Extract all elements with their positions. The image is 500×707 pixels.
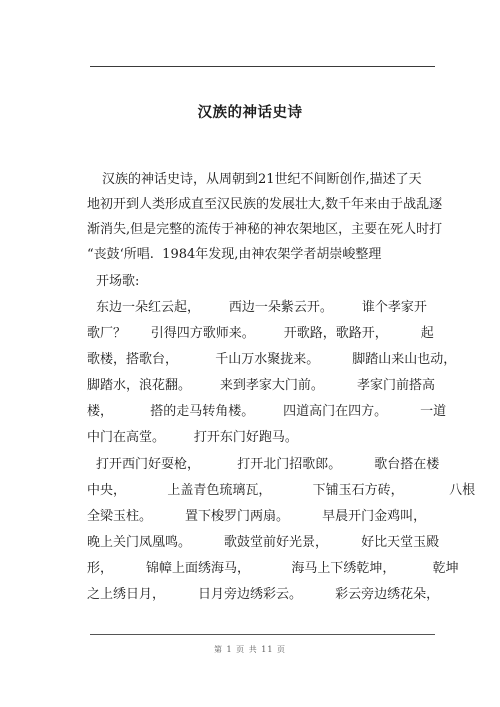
verse1-line-5: 楼， 搭的走马转角楼。 四道高门在四方。 一道 — [87, 404, 447, 419]
verse1-line-6: 中门在高堂。 打开东门好跑马。 — [87, 430, 298, 445]
verse1-line-4: 脚踏水，浪花翻。 来到孝家大门前。 孝家门前搭高 — [87, 378, 435, 393]
footer-rule — [90, 634, 435, 635]
intro-line-4: “丧鼓‘所唱. 1984年发现,由神农架学者胡崇峻整理 — [87, 247, 382, 262]
verse1-line-2: 歌厂？ 引得四方歌师来。 开歌路，歌路开， 起 — [87, 326, 434, 341]
verse2-line-1: 打开西门好耍枪， 打开北门招歌郎。 歌台搭在楼 — [96, 457, 440, 472]
verse2-line-3: 全梁玉柱。 置下梭罗门两扇。 早晨开门金鸡叫， — [87, 509, 427, 524]
intro-line-3: 渐消失,但是完整的流传于神秘的神农架地区，主要在死人时打 — [87, 222, 443, 237]
verse2-line-4: 晚上关门凤凰鸣。 歌鼓堂前好光景， 好比天堂玉殿 — [87, 535, 440, 550]
header-rule — [90, 66, 435, 67]
intro-line-1: 汉族的神话史诗，从周朝到21世纪不间断创作,描述了天 — [102, 172, 422, 187]
verse2-line-6: 之上绣日月， 日月旁边绣彩云。 彩云旁边绣花朵， — [87, 587, 440, 602]
verse1-line-3: 歌楼，搭歌台， 千山万水聚拢来。 脚踏山来山也动， — [87, 352, 457, 367]
intro-line-2: 地初开到人类形成直至汉民族的发展壮大,数千年来由于战乱逐 — [87, 197, 443, 212]
verse2-line-2: 中央， 上盖青色琉璃瓦， 下铺玉石方砖， 八根 — [87, 483, 476, 498]
section-label: 开场歌: — [96, 274, 140, 289]
verse2-line-5: 形， 锦幛上面绣海马， 海马上下绣乾坤， 乾坤 — [87, 561, 459, 576]
document-title: 汉族的神话史诗 — [197, 104, 303, 121]
verse1-line-1: 东边一朵红云起， 西边一朵紫云开。 谁个孝家开 — [96, 300, 427, 315]
page-footer: 第 1 页 共 11 页 — [214, 645, 286, 654]
